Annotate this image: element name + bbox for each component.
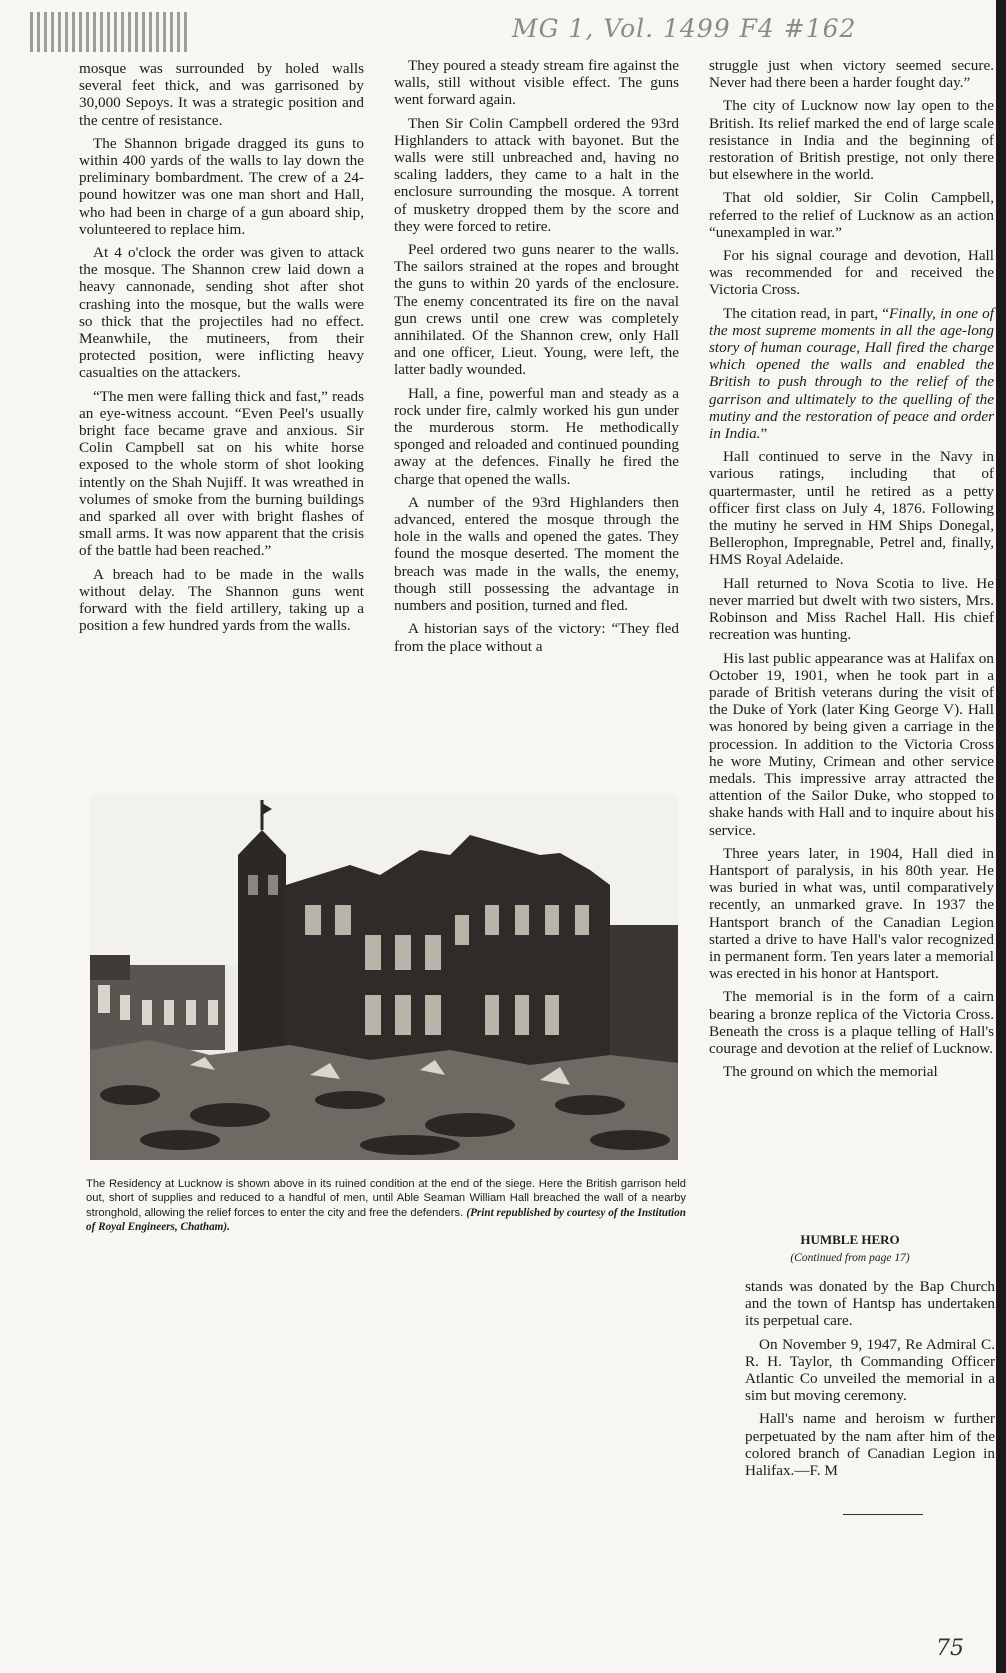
paragraph: Peel ordered two guns nearer to the walls. The sailors strained at the ropes and brought the guns to within 20 yards of the enclosure. The enemy concentrated its fire on the naval gun crews until one crew was completely annihilated. Of the Shannon crew, only Hall and one officer, Lieut. Young, were left, the latter badly wounded. [394,241,679,379]
paragraph: Hall returned to Nova Scotia to live. He never married but dwelt with two sisters, Mrs. Robinson and Miss Rachel Hall. His chief recreation was hunting. [709,574,994,644]
column-1 [79,60,364,641]
paragraph: “The men were falling thick and fast,” reads an eye-witness account. “Even Peel's usually bright face became grave and anxious. Sir Colin Campbell sat on his white horse exposed to the whole storm of shot looking intently on the Shah Nujiff. It was wreathed in volumes of smoke from the burning buildings and sparked all over with bright flashes of small arms. It was now apparent that the crisis of the battle had been reached.” [79,387,364,560]
scan-artifact [30,12,190,52]
paragraph: That old soldier, Sir Colin Campbell, referred to the relief of Lucknow as an action “unexampled in war.” [709,189,994,241]
paragraph: The memorial is in the form of a cairn bearing a bronze replica of the Victoria Cross. Beneath the cross is a plaque telling of Hall's courage and devotion at the relief of Lucknow. [709,988,994,1057]
paragraph: The Shannon brigade dragged its guns to within 400 yards of the walls to lay down the preliminary bombardment. The crew of a 24-pound howitzer was one man short and Hall, who had been in charge of a gun aboard ship, volunteered to replace him. [79,134,364,238]
caption-text: The Residency at Lucknow is shown above in its ruined condition at the end of the siege. Here the British garrison held out, short of supplies and reduced to a handful of men, until Able Seaman William Hall breached the wall of a nearby stronghold, allowing the relief forces to enter the city and free the defenders. [86,1178,686,1219]
citation-paragraph: The citation read, in part, “Finally, in one of the most supreme moments in all the age-long story of human courage, Hall fired the charge which opened the walls and enabled the British to push through to the relief of the garrison and ultimately to the quelling of the mutiny and the restoration of peace and order in India.” [709,304,994,443]
citation-text: Finally, in one of the most supreme moments in all the age-long story of human courage, Hall fired the charge which opened the walls and enabled the British to push through to the relief of the garrison and ultimately to the quelling of the mutiny and the restoration of peace and order in India. [709,304,994,443]
page-number: 75 [936,1636,964,1661]
column-3 [709,57,994,1086]
paragraph: At 4 o'clock the order was given to attack the mosque. The Shannon crew laid down a heavy cannonade, sending shot after shot crashing into the mosque, but the walls were so thick that the projectiles had no effect. Meanwhile, the mutineers, from their protected position, were inflicting heavy casualties on the attackers. [79,244,364,382]
column-4-continued [745,1278,995,1485]
continued-subheading: (Continued from page 17) [790,1252,910,1264]
column-2 [394,57,679,661]
image-caption [86,1177,686,1235]
paragraph: A breach had to be made in the walls without delay. The Shannon guns went forward with the field artillery, taking up a position a few hundred yards from the walls. [79,565,364,635]
archive-reference: MG 1, Vol. 1499 F4 #162 [512,14,857,43]
paragraph: Hall's name and heroism w further perpetuated by the nam after him of the colored branch of Canadian Legion in Halifax.—F. M [745,1410,995,1480]
end-rule [843,1514,923,1515]
paragraph: Hall, a fine, powerful man and steady as a rock under fire, calmly worked his gun under the murderous storm. He methodically sponged and reloaded and continued pounding away at the defences. Finally he fired the charge that opened the walls. [394,384,679,488]
caption-credit: (Print republished by courtesy of the Institution of Royal Engineers, Chatham). [86,1206,686,1234]
paragraph: Hall continued to serve in the Navy in various ratings, including that of quartermaster, until he retired as a petty officer first class on July 4, 1876. Following the mutiny he served in HM Ships Donegal, Bellerophon, Impregnable, Petrel and, finally, HMS Royal Adelaide. [709,448,994,569]
paragraph: On November 9, 1947, Re Admiral C. R. H. Taylor, th Commanding Officer Atlantic Co unveiled the memorial in a sim but moving ceremony. [745,1335,995,1405]
paragraph: mosque was surrounded by holed walls several feet thick, and was garrisoned by 30,000 Sepoys. It was a strategic position and the centre of resistance. [79,60,364,129]
engraving-drawing [90,795,678,1160]
residency-ruins-illustration [90,795,678,1160]
paragraph: A historian says of the victory: “They fled from the place without a [394,620,679,655]
paragraph: struggle just when victory seemed secure. Never had there been a harder fought day.” [709,57,994,92]
paragraph: stands was donated by the Bap Church and the town of Hantsp has undertaken its perpetual care. [745,1278,995,1330]
paragraph: The city of Lucknow now lay open to the British. Its relief marked the end of large scale resistance in India and the beginning of restoration of British prestige, not only there but elsewhere in the world. [709,97,994,184]
continued-heading: HUMBLE HERO [800,1232,900,1247]
paragraph: Three years later, in 1904, Hall died in Hantsport of paralysis, in his 80th year. He was buried in what was, until comparatively recently, an unmarked grave. In 1937 the Hantsport branch of the Canadian Legion started a drive to have Hall's valor recognized in permanent form. Ten years later a memorial was erected in his honor at Hantsport. [709,844,994,983]
paragraph: The ground on which the memorial [723,1063,938,1081]
paragraph: They poured a steady stream fire against the walls, still without visible effect. The guns went forward again. [394,57,679,109]
paragraph: Then Sir Colin Campbell ordered the 93rd Highlanders to attack with bayonet. But the walls were still unbreached and, having no scaling ladders, they came to a halt in the enclosure surrounding the mosque. A torrent of musketry dropped them by the score and they were forced to retire. [394,114,679,235]
paragraph: His last public appearance was at Halifax on October 19, 1901, when he took part in a parade of British veterans during the visit of the Duke of York (later King George V). Hall was honored by being given a carriage in the procession. In addition to the Victoria Cross he wore Mutiny, Crimean and other service medals. This impressive array attracted the attention of the Sailor Duke, who stopped to shake hands with Hall and to inquire about his service. [709,649,994,839]
paragraph: For his signal courage and devotion, Hall was recommended for and received the Victoria Cross. [709,247,994,299]
paragraph: A number of the 93rd Highlanders then advanced, entered the mosque through the hole in the walls and opened the gates. They found the mosque deserted. The moment the breach was made in the walls, the enemy, though still possessing the advantage in numbers and position, turned and fled. [394,493,679,615]
